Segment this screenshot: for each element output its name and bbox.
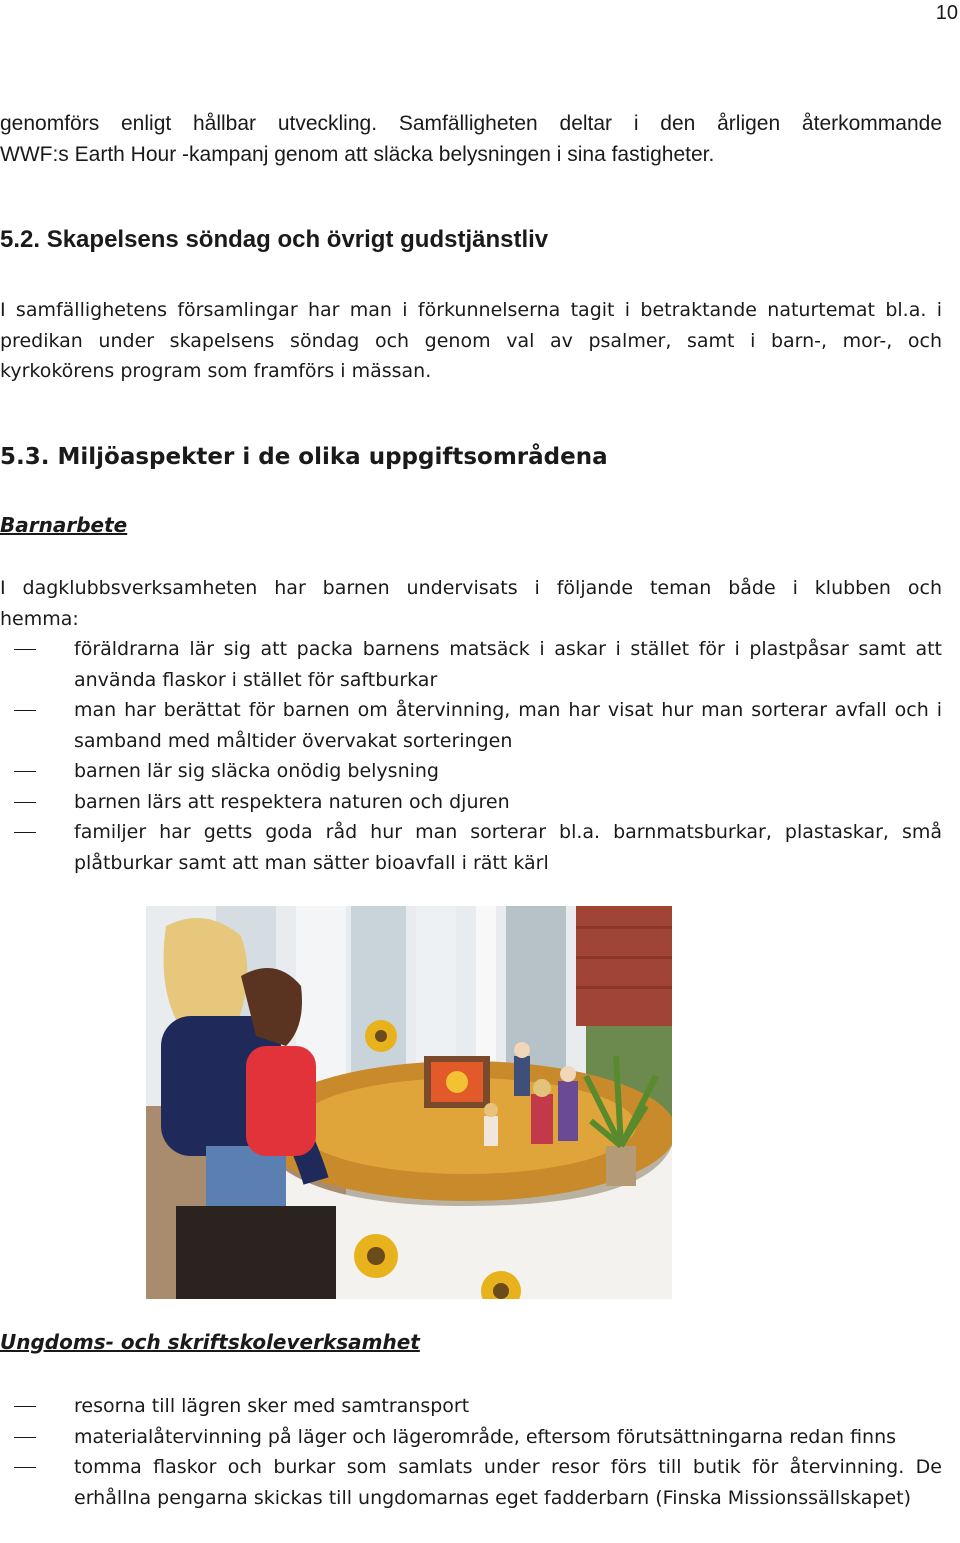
barnarbete-intro-line-2: hemma: — [0, 607, 79, 630]
section-5-2-line-2: predikan under skapelsens söndag och genom val av psalmer, samt i barn-, mor-, och — [0, 329, 942, 352]
ungdom-subheading: Ungdoms- och skriftskoleverksamhet — [0, 1330, 420, 1354]
barnarbete-list — [0, 634, 942, 878]
list-item — [0, 1422, 942, 1453]
list-item-text: resorna till lägren sker med samtransport — [74, 1395, 470, 1417]
list-item-text: man har berättat för barnen om återvinning, man har visat hur man sorterar avfall och i samband med måltider övervakat sorteringen — [74, 699, 942, 752]
list-item-text: materialåtervinning på läger och lägerområde, eftersom förutsättningarna redan finns — [74, 1425, 897, 1448]
photo-children-at-display — [146, 906, 672, 1299]
intro-line-2: WWF:s Earth Hour -kampanj genom att släcka belysningen i sina fastigheter. — [0, 143, 715, 166]
ungdom-list — [0, 1391, 942, 1513]
section-5-2-heading: 5.2. Skapelsens söndag och övrigt gudstjänstliv — [0, 226, 549, 253]
list-item — [0, 1452, 942, 1513]
list-item-text: barnen lärs att respektera naturen och djuren — [74, 790, 510, 813]
list-item-text: familjer har getts goda råd hur man sorterar bl.a. barnmatsburkar, plastaskar, små plåtburkar samt att man sätter bioavfall i rätt kärl — [74, 821, 942, 874]
list-item — [0, 817, 942, 878]
section-5-3-heading: 5.3. Miljöaspekter i de olika uppgiftsområdena — [0, 444, 608, 470]
list-item — [0, 695, 942, 756]
section-5-2-line-1: I samfällighetens församlingar har man i förkunnelserna tagit i betraktande naturtemat bl.a. i — [0, 299, 942, 321]
list-item — [0, 756, 942, 787]
list-item-text: tomma flaskor och burkar som samlats under resor förs till butik för återvinning. De erhållna pengarna skickas till ungdomarnas eget fadderbarn (Finska Missionssällskapet) — [74, 1456, 942, 1509]
list-item — [0, 787, 942, 818]
list-item-text: föräldrarna lär sig att packa barnens matsäck i askar i stället för i plastpåsar samt att använda flaskor i stället för saftburkar — [74, 638, 942, 691]
list-item — [0, 634, 942, 695]
page-number: 10 — [935, 2, 958, 24]
barnarbete-intro-line-1: I dagklubbsverksamheten har barnen undervisats i följande teman både i klubben och — [0, 577, 942, 599]
section-5-2-line-3: kyrkokörens program som framförs i mässan. — [0, 360, 432, 382]
barnarbete-subheading: Barnarbete — [0, 513, 128, 537]
list-item-text: barnen lär sig släcka onödig belysning — [74, 760, 439, 782]
intro-line-1: genomförs enligt hållbar utveckling. Samfälligheten deltar i den årligen återkommande — [0, 112, 942, 135]
list-item — [0, 1391, 942, 1422]
photo-illustration — [146, 906, 672, 1299]
